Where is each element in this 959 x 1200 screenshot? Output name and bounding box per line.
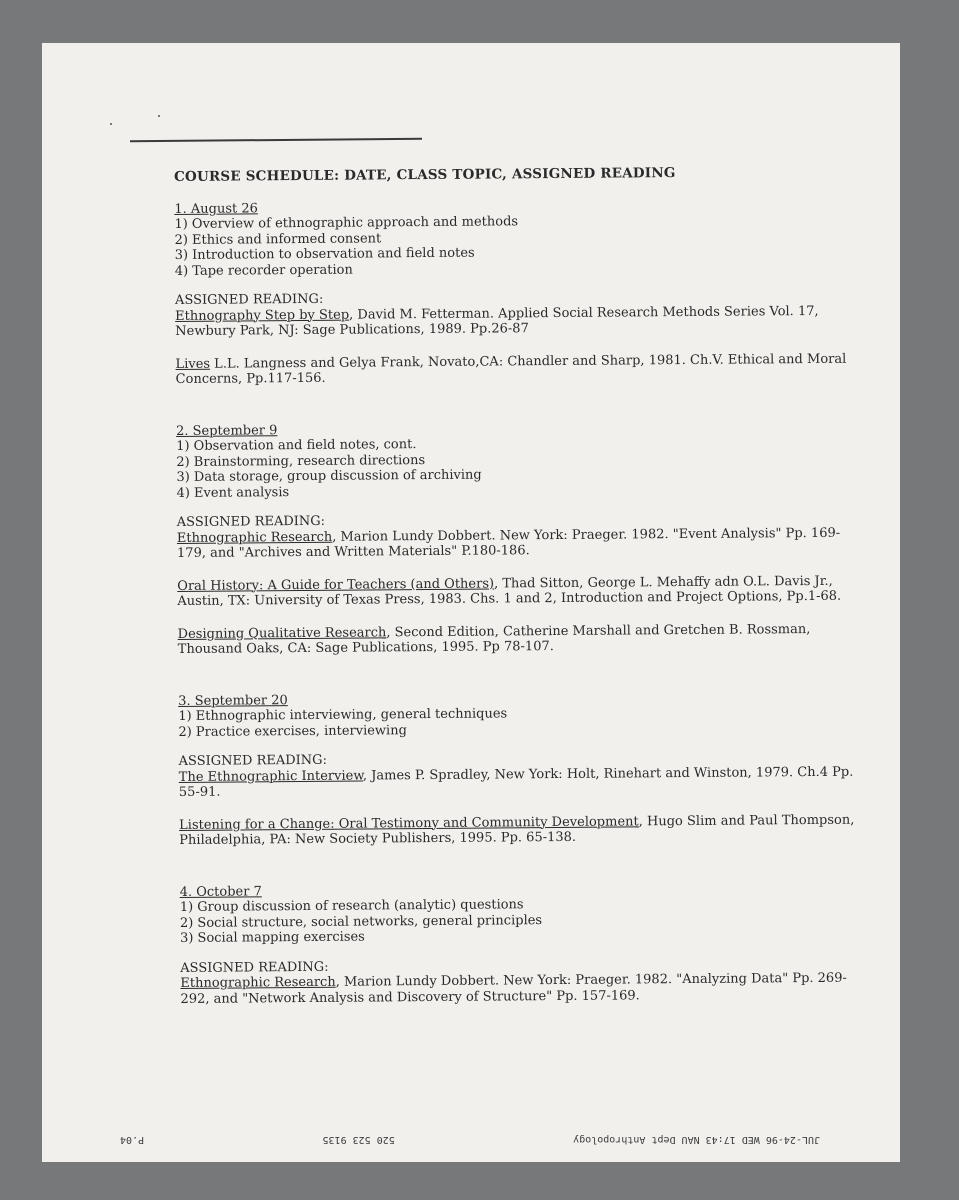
fax-phone-number: 520 523 9135 bbox=[322, 1134, 395, 1145]
topic-item: 1) Ethnographic interviewing, general techniques bbox=[178, 706, 508, 724]
fax-page-number: P.04 bbox=[120, 1134, 145, 1145]
session bbox=[178, 688, 869, 848]
session bbox=[180, 879, 871, 1007]
reading-citation bbox=[179, 812, 869, 848]
reading-title: The Ethnographic Interview bbox=[178, 768, 363, 785]
topic-item: 1) Overview of ethnographic approach and methods bbox=[174, 214, 519, 232]
reading-citation bbox=[175, 303, 865, 339]
reading-details: L.L. Langness and Gelya Frank, Novato,CA: Chandler and Sharp, 1981. Ch.V. Ethical and Moral Concerns, Pp.117-156. bbox=[175, 351, 847, 387]
reading-details: , Marion Lundy Dobbert. New York: Praeger. 1982. "Analyzing Data" Pp. 269-292, and "Network Analysis and Discovery of Structure" Pp. 157-169. bbox=[180, 970, 847, 1007]
session-date: 3. September 20 bbox=[178, 692, 288, 709]
session bbox=[174, 196, 865, 387]
topic-item: 2) Ethics and informed consent bbox=[174, 230, 382, 248]
schedule-content bbox=[174, 165, 871, 1043]
reading-title: Ethnography Step by Step bbox=[175, 307, 350, 324]
session-date: 4. October 7 bbox=[179, 883, 262, 900]
reading-citation bbox=[177, 525, 867, 561]
fax-footer bbox=[120, 1134, 820, 1145]
assigned-reading-label: ASSIGNED READING: bbox=[180, 959, 329, 976]
topic-item: 4) Tape recorder operation bbox=[174, 262, 353, 279]
topic-item: 3) Data storage, group discussion of archiving bbox=[176, 467, 482, 485]
reading-title: Lives bbox=[175, 356, 211, 372]
reading-citation bbox=[175, 351, 865, 387]
session-date: 1. August 26 bbox=[174, 200, 258, 217]
reading-citation bbox=[179, 764, 869, 800]
topic-item: 4) Event analysis bbox=[176, 484, 290, 501]
reading-details: , Marion Lundy Dobbert. New York: Praeger. 1982. "Event Analysis" Pp. 169-179, and "Archives and Written Materials" P.180-186. bbox=[176, 525, 841, 561]
topic-item: 2) Brainstorming, research directions bbox=[176, 452, 426, 470]
fax-header-line: JUL-24-96 WED 17:43 NAU Dept Anthropology bbox=[573, 1134, 820, 1145]
reading-citation bbox=[178, 621, 868, 657]
topic-item: 1) Group discussion of research (analytic) questions bbox=[179, 897, 524, 915]
pen-stroke bbox=[130, 138, 422, 143]
reading-citation bbox=[180, 971, 870, 1007]
speck bbox=[110, 123, 112, 125]
reading-details: , Thad Sitton, George L. Mehaffy adn O.L. Davis Jr., Austin, TX: University of Texas Press, 1983. Chs. 1 and 2, Introduction and Project Options, Pp.1-68. bbox=[177, 573, 842, 609]
reading-citation bbox=[177, 573, 867, 609]
topic-item: 3) Social mapping exercises bbox=[179, 929, 365, 946]
document-heading: COURSE SCHEDULE: DATE, CLASS TOPIC, ASSIGNED READING bbox=[173, 165, 676, 185]
topic-item: 3) Introduction to observation and field notes bbox=[174, 245, 475, 263]
assigned-reading-label: ASSIGNED READING: bbox=[176, 513, 326, 530]
reading-details: , Second Edition, Catherine Marshall and Gretchen B. Rossman, Thousand Oaks, CA: Sage Publications, 1995. Pp 78-107. bbox=[177, 621, 811, 657]
assigned-reading-label: ASSIGNED READING: bbox=[174, 291, 324, 308]
reading-title: Designing Qualitative Research bbox=[177, 624, 387, 642]
reading-details: , David M. Fetterman. Applied Social Research Methods Series Vol. 17, Newbury Park, NJ: Sage Publications, 1989. Pp.26-87 bbox=[175, 303, 819, 339]
session-date: 2. September 9 bbox=[175, 422, 278, 439]
topic-item: 2) Practice exercises, interviewing bbox=[178, 722, 407, 740]
reading-details: , James P. Spradley, New York: Holt, Rinehart and Winston, 1979. Ch.4 Pp. 55-91. bbox=[178, 764, 854, 800]
topic-item: 1) Observation and field notes, cont. bbox=[176, 437, 417, 454]
speck bbox=[158, 115, 160, 117]
reading-title: Oral History: A Guide for Teachers (and Others) bbox=[177, 575, 495, 594]
topic-item: 2) Social structure, social networks, general principles bbox=[179, 912, 543, 931]
reading-title: Ethnographic Research bbox=[180, 974, 336, 991]
reading-title: Listening for a Change: Oral Testimony and Community Development bbox=[179, 813, 639, 833]
reading-title: Ethnographic Research bbox=[176, 529, 333, 546]
reading-details: , Hugo Slim and Paul Thompson, Philadelphia, PA: New Society Publishers, 1995. Pp. 65-138. bbox=[179, 812, 855, 848]
session bbox=[176, 418, 868, 657]
assigned-reading-label: ASSIGNED READING: bbox=[178, 752, 327, 769]
